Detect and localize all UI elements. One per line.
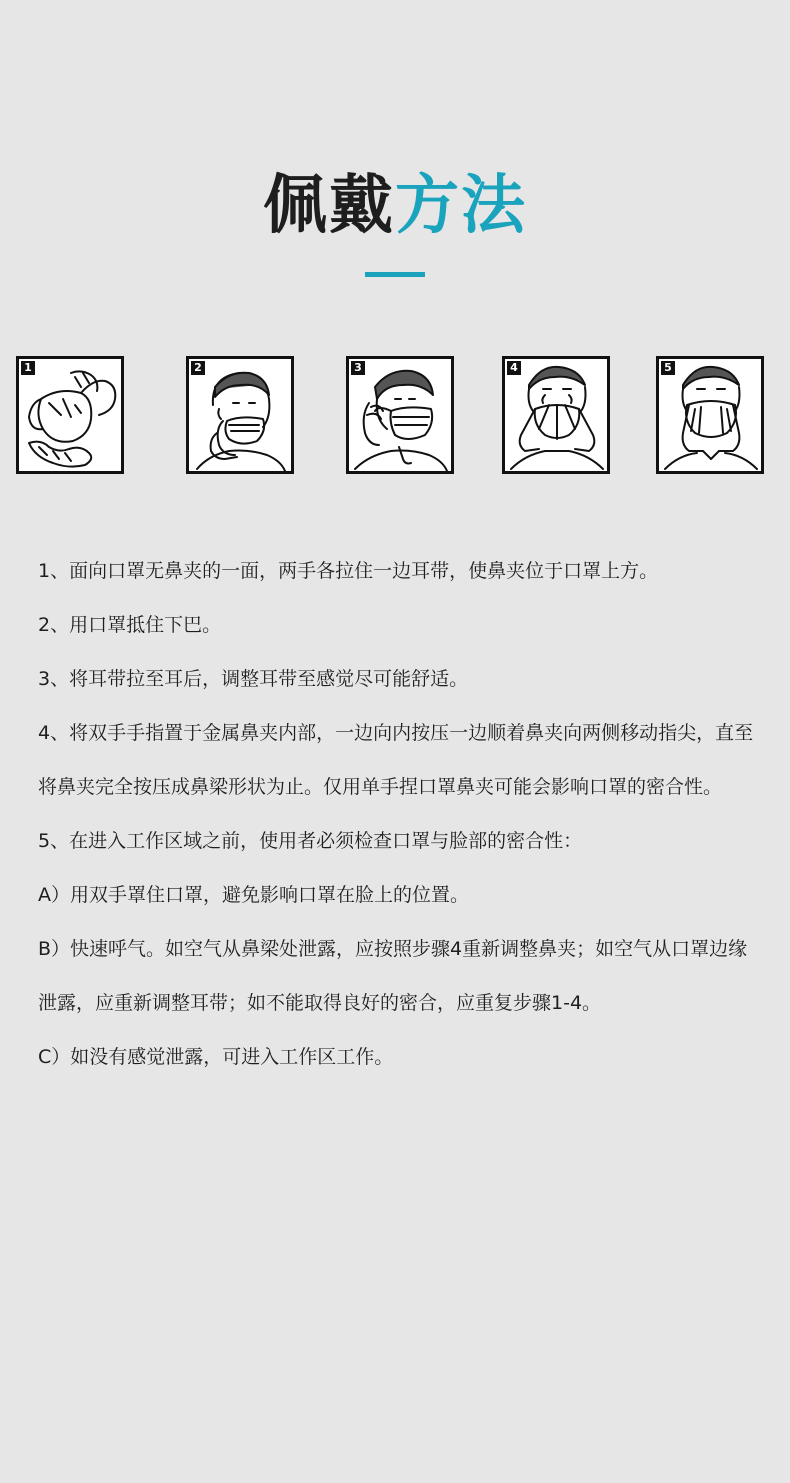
step-4-panel [502,356,610,474]
step-illustrations [16,356,764,474]
step-1-panel [16,356,124,474]
title-part-wear: 佩戴 [263,169,395,243]
instruction-step-3: 3、将耳带拉至耳后，调整耳带至感觉尽可能舒适。 [38,668,469,690]
step-number: 3 [351,361,365,375]
step-number: 4 [507,361,521,375]
mask-noseclip-icon [505,359,607,471]
instruction-step-2: 2、用口罩抵住下巴。 [38,614,222,636]
instruction-step-1: 1、面向口罩无鼻夹的一面，两手各拉住一边耳带，使鼻夹位于口罩上方。 [38,560,659,582]
step-number: 2 [191,361,205,375]
step-3-panel [346,356,454,474]
mask-chin-icon [189,359,291,471]
instruction-step-5: 5、在进入工作区域之前，使用者必须检查口罩与脸部的密合性： [38,830,583,852]
step-5-panel [656,356,764,474]
step-number: 1 [21,361,35,375]
instruction-step-4: 4、将双手手指置于金属鼻夹内部，一边向内按压一边顺着鼻夹向两侧移动指尖，直至将鼻夹完全按压成鼻梁形状为止。仅用单手捏口罩鼻夹可能会影响口罩的密合性。 [38,722,754,798]
instructions-list [38,544,758,1084]
instruction-step-5a: A）用双手罩住口罩，避免影响口罩在脸上的位置。 [38,884,469,906]
mask-check-seal-icon [659,359,761,471]
step-number: 5 [661,361,675,375]
title-part-method: 方法 [395,169,527,243]
page-title [0,168,790,244]
mask-earloop-icon [349,359,451,471]
instruction-step-5c: C）如没有感觉泄露，可进入工作区工作。 [38,1046,394,1068]
title-underline [365,272,425,277]
step-2-panel [186,356,294,474]
mask-hold-icon [19,359,121,471]
instruction-step-5b: B）快速呼气。如空气从鼻梁处泄露，应按照步骤4重新调整鼻夹；如空气从口罩边缘泄露，应重新调整耳带；如不能取得良好的密合，应重复步骤1-4。 [38,938,748,1014]
